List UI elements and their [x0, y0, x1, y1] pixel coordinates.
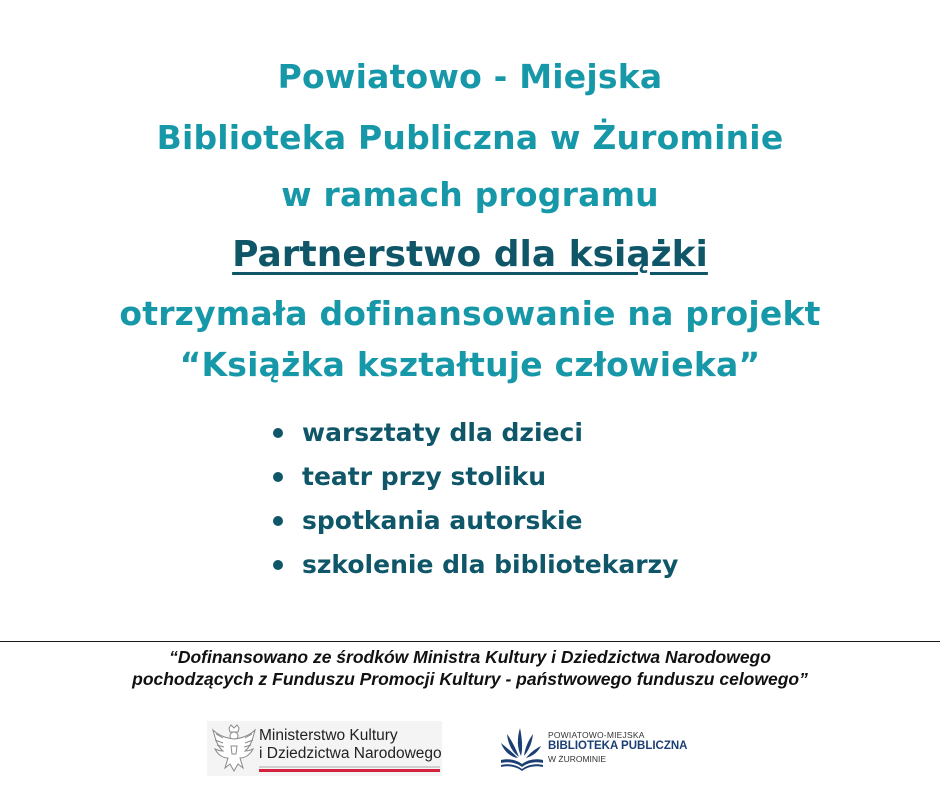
bullet-icon: [273, 428, 283, 438]
list-item-label: spotkania autorskie: [302, 506, 583, 535]
heading-line-3: w ramach programu: [281, 175, 659, 214]
funding-note-line-1: “Dofinansowano ze środków Ministra Kultury i Dziedzictwa Narodowego: [169, 647, 771, 667]
white-eagle-icon: [211, 724, 257, 774]
open-book-icon: [499, 724, 545, 772]
list-item-label: teatr przy stoliku: [302, 462, 547, 491]
list-item: [270, 457, 678, 501]
flag-stripe-red: [259, 769, 440, 772]
flag-stripe-white: [259, 766, 440, 768]
ministry-logo: [207, 721, 442, 776]
list-item: [270, 413, 678, 457]
bullet-icon: [273, 516, 283, 526]
divider: [0, 641, 940, 642]
project-title: “Książka kształtuje człowieka”: [179, 345, 761, 384]
list-item: [270, 545, 678, 589]
ministry-name-line-2: i Dziedzictwa Narodowego: [259, 745, 442, 762]
list-item: [270, 501, 678, 545]
bullet-icon: [273, 472, 283, 482]
list-item-label: warsztaty dla dzieci: [302, 418, 583, 447]
heading-line-1: Powiatowo - Miejska: [277, 57, 663, 96]
library-name-line-2: BIBLIOTEKA PUBLICZNA: [548, 740, 688, 752]
heading-line-5: otrzymała dofinansowanie na projekt: [119, 294, 821, 333]
library-name-line-1: POWIATOWO-MIEJSKA: [548, 730, 645, 740]
funding-note-line-2: pochodzących z Funduszu Promocji Kultury - państwowego funduszu celowego”: [132, 669, 808, 689]
program-name-text: Partnerstwo dla książki: [232, 234, 708, 275]
heading-line-2: Biblioteka Publiczna w Żurominie: [156, 118, 784, 157]
list-item-label: szkolenie dla bibliotekarzy: [302, 550, 679, 579]
ministry-name-line-1: Ministerstwo Kultury: [259, 727, 398, 744]
library-logo: [499, 724, 699, 774]
bullet-icon: [273, 560, 283, 570]
activities-list: [270, 413, 678, 589]
library-name-line-3: W ŻUROMINIE: [548, 754, 607, 764]
program-name: [0, 234, 940, 275]
